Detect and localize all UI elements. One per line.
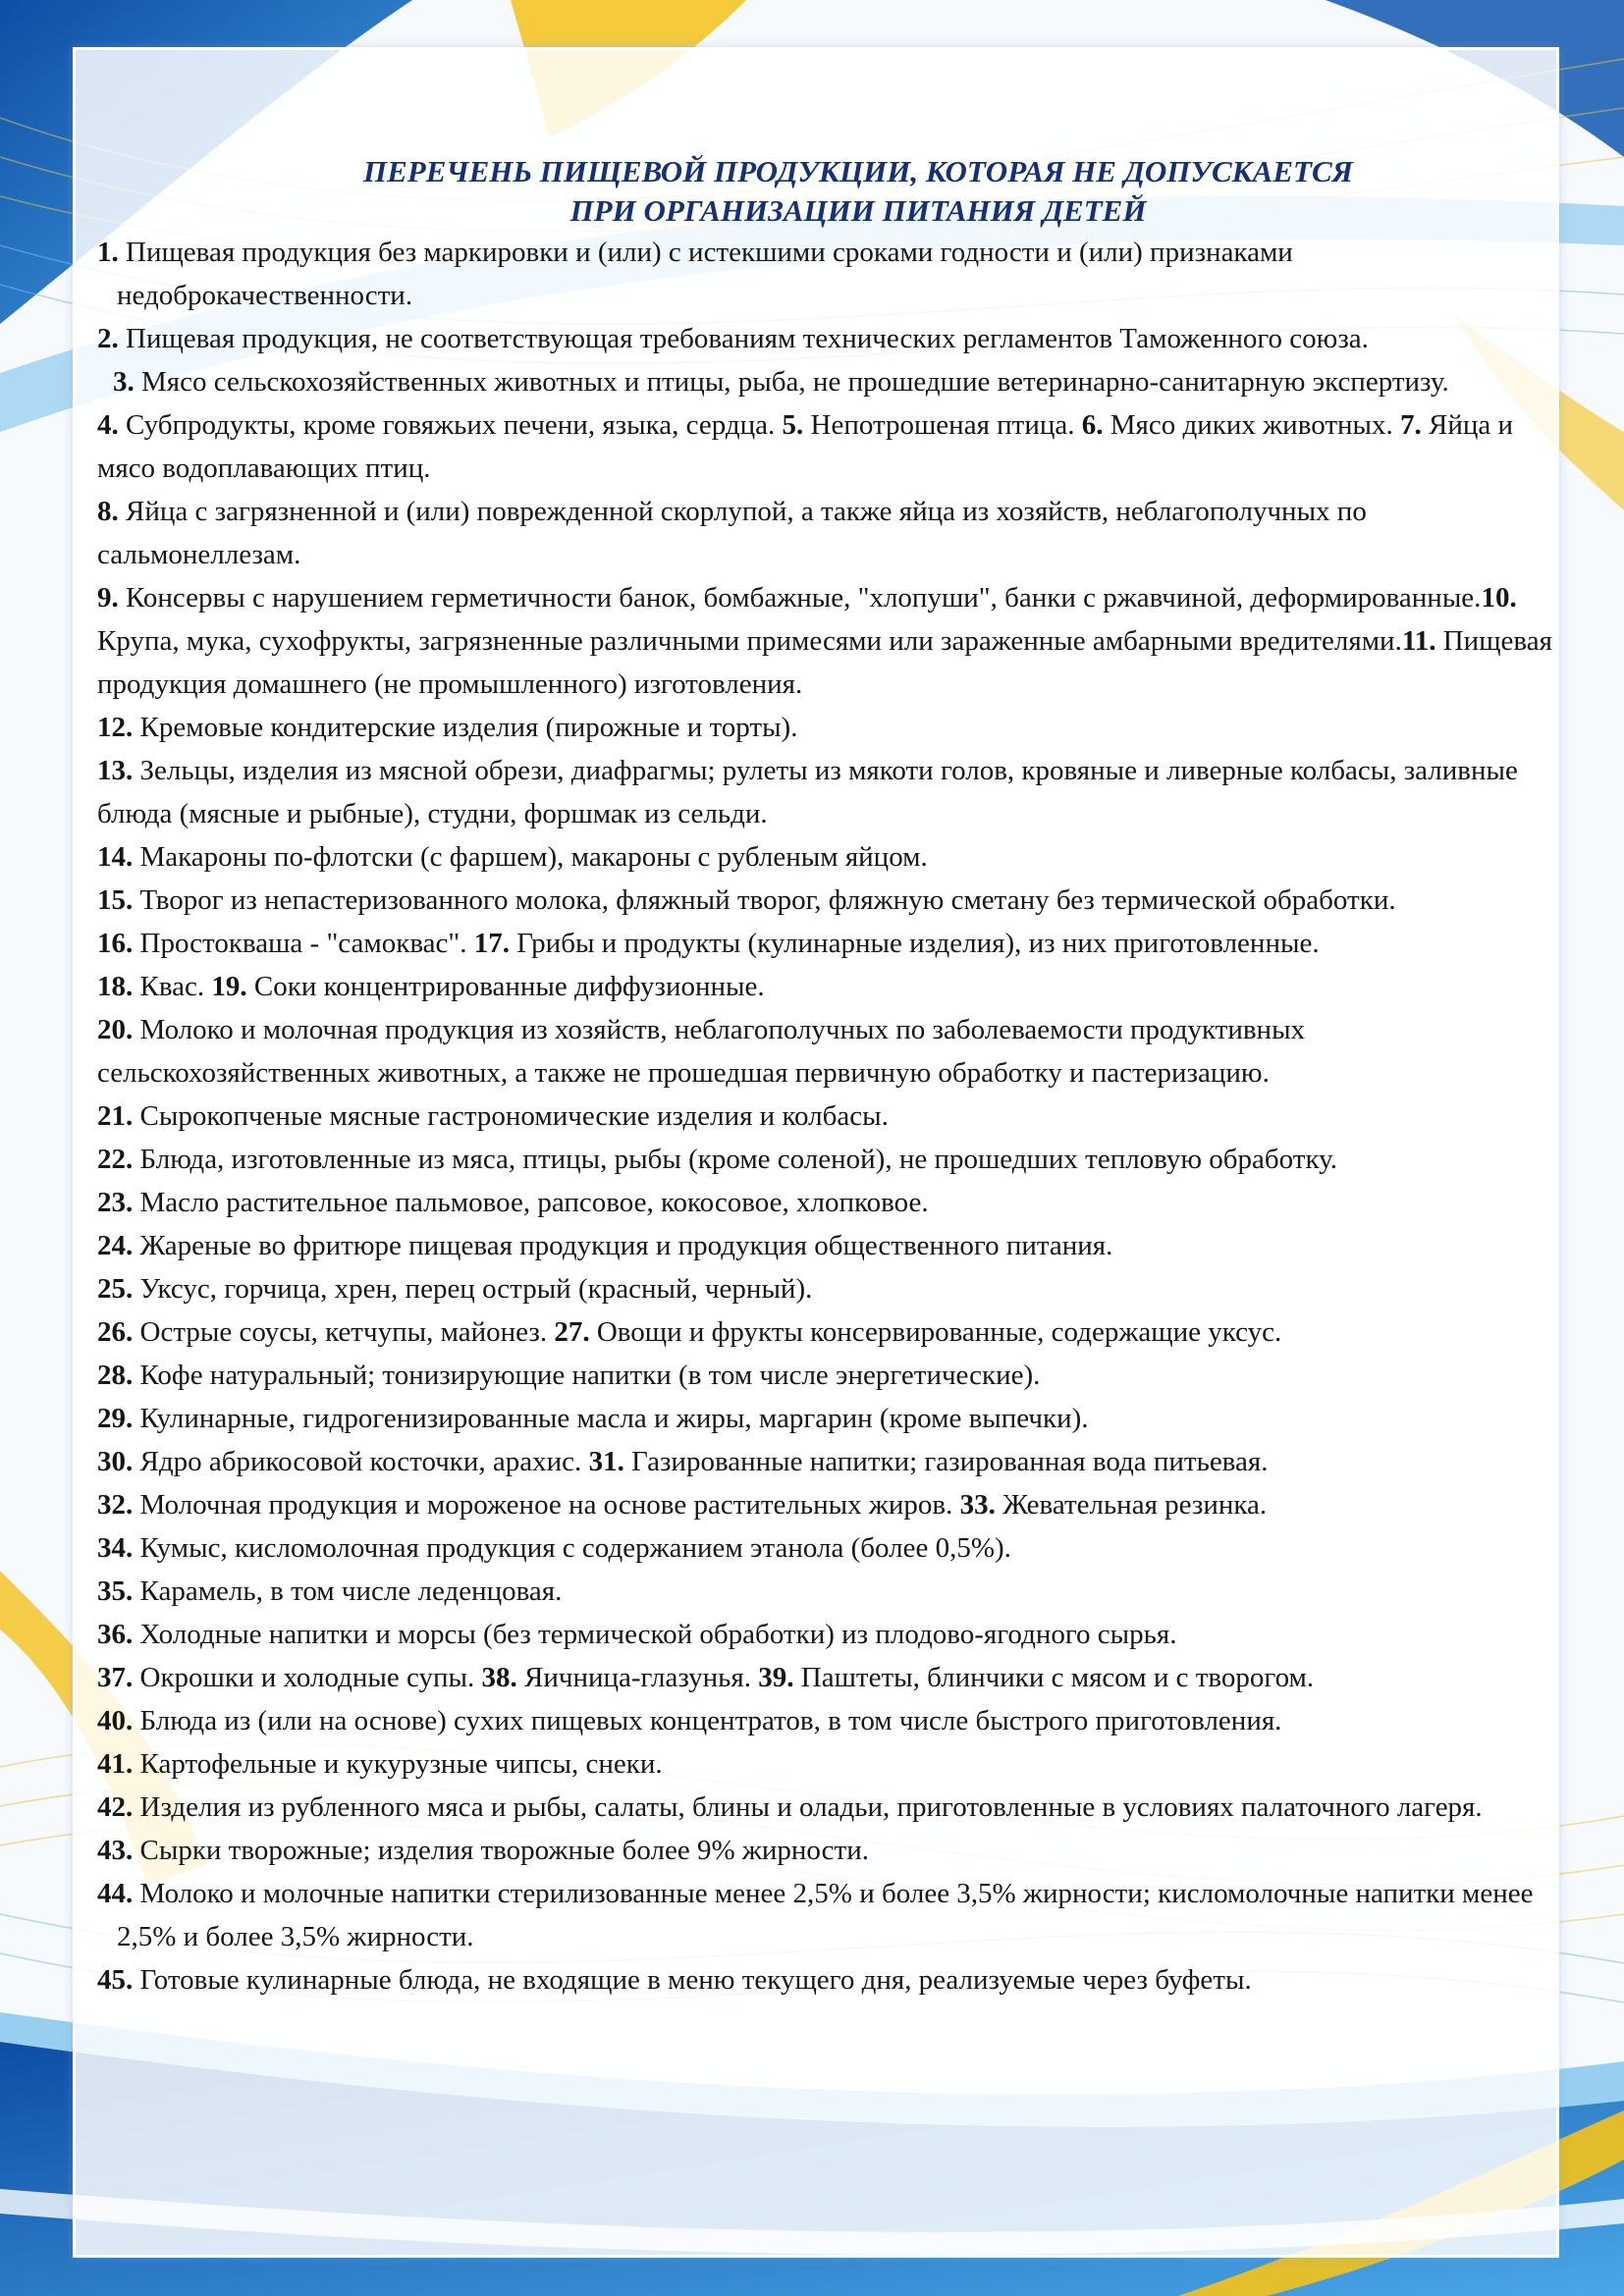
item-number: 41. xyxy=(97,1748,134,1780)
items-32-33 xyxy=(97,1483,1560,1526)
item-number: 17. xyxy=(473,928,510,959)
item-number: 10. xyxy=(1481,582,1517,614)
item-13 xyxy=(97,749,1560,835)
item-text: Кофе натуральный; тонизирующие напитки (в том числе энергетические). xyxy=(133,1360,1041,1391)
item-text: Кумыс, кисломолочная продукция с содержанием этанола (более 0,5%). xyxy=(133,1532,1011,1564)
item-number: 8. xyxy=(97,496,119,527)
item-number: 22. xyxy=(97,1144,134,1175)
item-text: Овощи и фрукты консервированные, содержащие уксус. xyxy=(589,1316,1282,1348)
item-number: 29. xyxy=(97,1403,134,1434)
item-text: Блюда, изготовленные из мяса, птицы, рыбы (кроме соленой), не прошедших тепловую обработку. xyxy=(133,1144,1338,1175)
item-number: 33. xyxy=(959,1489,996,1521)
item-number: 13. xyxy=(97,755,134,786)
item-text: Масло растительное пальмовое, рапсовое, кокосовое, хлопковое. xyxy=(133,1187,929,1218)
item-text: Яйца с загрязненной и (или) поврежденной скорлупой, а также яйца из хозяйств, неблагополучных по сальмонеллезам. xyxy=(97,496,1367,570)
item-number: 11. xyxy=(1401,625,1436,657)
item-number: 7. xyxy=(1400,409,1422,441)
item-number: 45. xyxy=(97,1964,134,1996)
item-number: 23. xyxy=(97,1187,134,1218)
item-34 xyxy=(97,1526,1560,1570)
item-21 xyxy=(97,1095,1560,1138)
items-26-27 xyxy=(97,1310,1560,1354)
item-number: 25. xyxy=(97,1273,134,1305)
item-24 xyxy=(97,1224,1560,1267)
item-number: 43. xyxy=(97,1835,134,1866)
item-number: 26. xyxy=(97,1316,134,1348)
item-42 xyxy=(97,1786,1560,1829)
item-number: 3. xyxy=(113,366,135,398)
item-number: 40. xyxy=(97,1705,134,1736)
item-text: Холодные напитки и морсы (без термической обработки) из плодово-ягодного сырья. xyxy=(133,1619,1177,1650)
item-number: 20. xyxy=(97,1014,134,1045)
item-number: 44. xyxy=(97,1878,134,1909)
item-25 xyxy=(97,1267,1560,1310)
item-text: Непотрошеная птица. xyxy=(803,409,1082,441)
item-number: 37. xyxy=(97,1662,134,1693)
item-text: Простокваша - "самоквас". xyxy=(133,928,474,959)
item-text: Крупа, мука, сухофрукты, загрязненные различными примесями или зараженные амбарными вредителями. xyxy=(97,625,1402,657)
item-45 xyxy=(97,1958,1560,2002)
items-37-39 xyxy=(97,1656,1560,1699)
item-23 xyxy=(97,1181,1560,1224)
item-text: Ядро абрикосовой косточки, арахис. xyxy=(133,1446,589,1477)
item-number: 1. xyxy=(97,237,119,268)
item-1 xyxy=(97,231,1560,317)
item-29 xyxy=(97,1397,1560,1440)
item-8 xyxy=(97,490,1560,576)
item-44 xyxy=(97,1872,1560,1958)
item-text: Молоко и молочная продукция из хозяйств, неблагополучных по заболеваемости продуктивных сельскохозяйственных животных, а также не прошедшая первичную обработку и пастеризацию. xyxy=(97,1014,1306,1089)
item-41 xyxy=(97,1742,1560,1786)
item-text: Молоко и молочные напитки стерилизованные менее 2,5% и более 3,5% жирности; кисломолочные напитки менее 2,5% и более 3,5% жирности. xyxy=(117,1878,1534,1952)
items-30-31 xyxy=(97,1440,1560,1483)
item-text: Окрошки и холодные супы. xyxy=(133,1662,482,1693)
item-text: Карамель, в том числе леденцовая. xyxy=(133,1575,563,1607)
item-15 xyxy=(97,879,1560,922)
item-number: 4. xyxy=(97,409,119,441)
item-number: 34. xyxy=(97,1532,134,1564)
item-text: Соки концентрированные диффузионные. xyxy=(246,971,765,1002)
item-35 xyxy=(97,1570,1560,1613)
items-18-19 xyxy=(97,965,1560,1008)
item-2 xyxy=(97,317,1560,360)
item-number: 2. xyxy=(97,323,119,354)
title-line-1: ПЕРЕЧЕНЬ ПИЩЕВОЙ ПРОДУКЦИИ, КОТОРАЯ НЕ ДОПУСКАЕТСЯ xyxy=(362,154,1353,188)
item-number: 6. xyxy=(1081,409,1104,441)
item-number: 18. xyxy=(97,971,134,1002)
items-16-17 xyxy=(97,922,1560,965)
item-text: Сырокопченые мясные гастрономические изделия и колбасы. xyxy=(133,1100,889,1132)
items-9-11 xyxy=(97,576,1560,706)
item-number: 32. xyxy=(97,1489,134,1521)
item-text: Пищевая продукция без маркировки и (или) с истекшими сроками годности и (или) признаками недоброкачественности. xyxy=(117,237,1293,311)
item-40 xyxy=(97,1699,1560,1742)
item-text: Яичница-глазунья. xyxy=(516,1662,759,1693)
item-number: 28. xyxy=(97,1360,134,1391)
item-text: Острые соусы, кетчупы, майонез. xyxy=(133,1316,555,1348)
item-text: Мясо сельскохозяйственных животных и птицы, рыба, не прошедшие ветеринарно-санитарную экспертизу. xyxy=(134,366,1449,398)
item-text: Жевательная резинка. xyxy=(995,1489,1268,1521)
item-number: 5. xyxy=(782,409,804,441)
item-text: Консервы с нарушением герметичности банок, бомбажные, "хлопуши", банки с ржавчиной, деформированные. xyxy=(118,582,1482,614)
item-12 xyxy=(97,706,1560,749)
item-text: Жареные во фритюре пищевая продукция и продукция общественного питания. xyxy=(133,1230,1113,1261)
item-text: Изделия из рубленного мяса и рыбы, салаты, блины и оладьи, приготовленные в условиях палаточного лагеря. xyxy=(133,1791,1483,1823)
item-text: Мясо диких животных. xyxy=(1103,409,1400,441)
item-number: 27. xyxy=(554,1316,590,1348)
item-number: 19. xyxy=(211,971,247,1002)
item-text: Пищевая продукция, не соответствующая требованиям технических регламентов Таможенного союза. xyxy=(118,323,1369,354)
item-number: 16. xyxy=(97,928,134,959)
item-number: 9. xyxy=(97,582,119,614)
item-number: 21. xyxy=(97,1100,134,1132)
item-text: Творог из непастеризованного молока, фляжный творог, фляжную сметану без термической обработки. xyxy=(133,884,1396,916)
item-text: Зельцы, изделия из мясной обрези, диафрагмы; рулеты из мякоти голов, кровяные и ливерные колбасы, заливные блюда (мясные и рыбные), студни, форшмак из сельди. xyxy=(97,755,1518,829)
item-text: Яйца и мясо водоплавающих птиц. xyxy=(97,409,1514,484)
item-text: Субпродукты, кроме говяжьих печени, языка, сердца. xyxy=(118,409,783,441)
item-text: Уксус, горчица, хрен, перец острый (красный, черный). xyxy=(133,1273,813,1305)
item-28 xyxy=(97,1354,1560,1397)
item-number: 30. xyxy=(97,1446,134,1477)
item-number: 15. xyxy=(97,884,134,916)
items-4-7 xyxy=(97,403,1560,490)
item-number: 36. xyxy=(97,1619,134,1650)
item-number: 38. xyxy=(481,1662,517,1693)
item-text: Пищевая продукция домашнего (не промышленного) изготовления. xyxy=(97,625,1552,700)
item-20 xyxy=(97,1008,1560,1095)
item-text: Кремовые кондитерские изделия (пирожные и торты). xyxy=(133,712,798,743)
item-number: 35. xyxy=(97,1575,134,1607)
item-text: Картофельные и кукурузные чипсы, снеки. xyxy=(133,1748,663,1780)
item-3 xyxy=(97,360,1560,403)
item-number: 31. xyxy=(588,1446,624,1477)
item-number: 42. xyxy=(97,1791,134,1823)
document-content xyxy=(97,152,1560,2002)
item-text: Грибы и продукты (кулинарные изделия), из них приготовленные. xyxy=(509,928,1320,959)
title-line-2: ПРИ ОРГАНИЗАЦИИ ПИТАНИЯ ДЕТЕЙ xyxy=(569,193,1147,228)
item-text: Блюда из (или на основе) сухих пищевых концентратов, в том числе быстрого приготовления. xyxy=(133,1705,1282,1736)
item-22 xyxy=(97,1138,1560,1181)
item-number: 12. xyxy=(97,712,134,743)
item-14 xyxy=(97,835,1560,879)
item-text: Паштеты, блинчики с мясом и с творогом. xyxy=(793,1662,1315,1693)
page-title xyxy=(97,152,1560,231)
item-number: 24. xyxy=(97,1230,134,1261)
item-36 xyxy=(97,1613,1560,1656)
item-text: Квас. xyxy=(133,971,212,1002)
item-text: Макароны по-флотски (с фаршем), макароны с рубленым яйцом. xyxy=(133,841,928,873)
item-text: Сырки творожные; изделия творожные более 9% жирности. xyxy=(133,1835,869,1866)
item-text: Готовые кулинарные блюда, не входящие в меню текущего дня, реализуемые через буфеты. xyxy=(133,1964,1252,1996)
item-number: 14. xyxy=(97,841,134,873)
item-text: Кулинарные, гидрогенизированные масла и жиры, маргарин (кроме выпечки). xyxy=(133,1403,1089,1434)
item-text: Молочная продукция и мороженое на основе растительных жиров. xyxy=(133,1489,960,1521)
item-number: 39. xyxy=(758,1662,794,1693)
item-text: Газированные напитки; газированная вода питьевая. xyxy=(623,1446,1269,1477)
item-43 xyxy=(97,1829,1560,1872)
